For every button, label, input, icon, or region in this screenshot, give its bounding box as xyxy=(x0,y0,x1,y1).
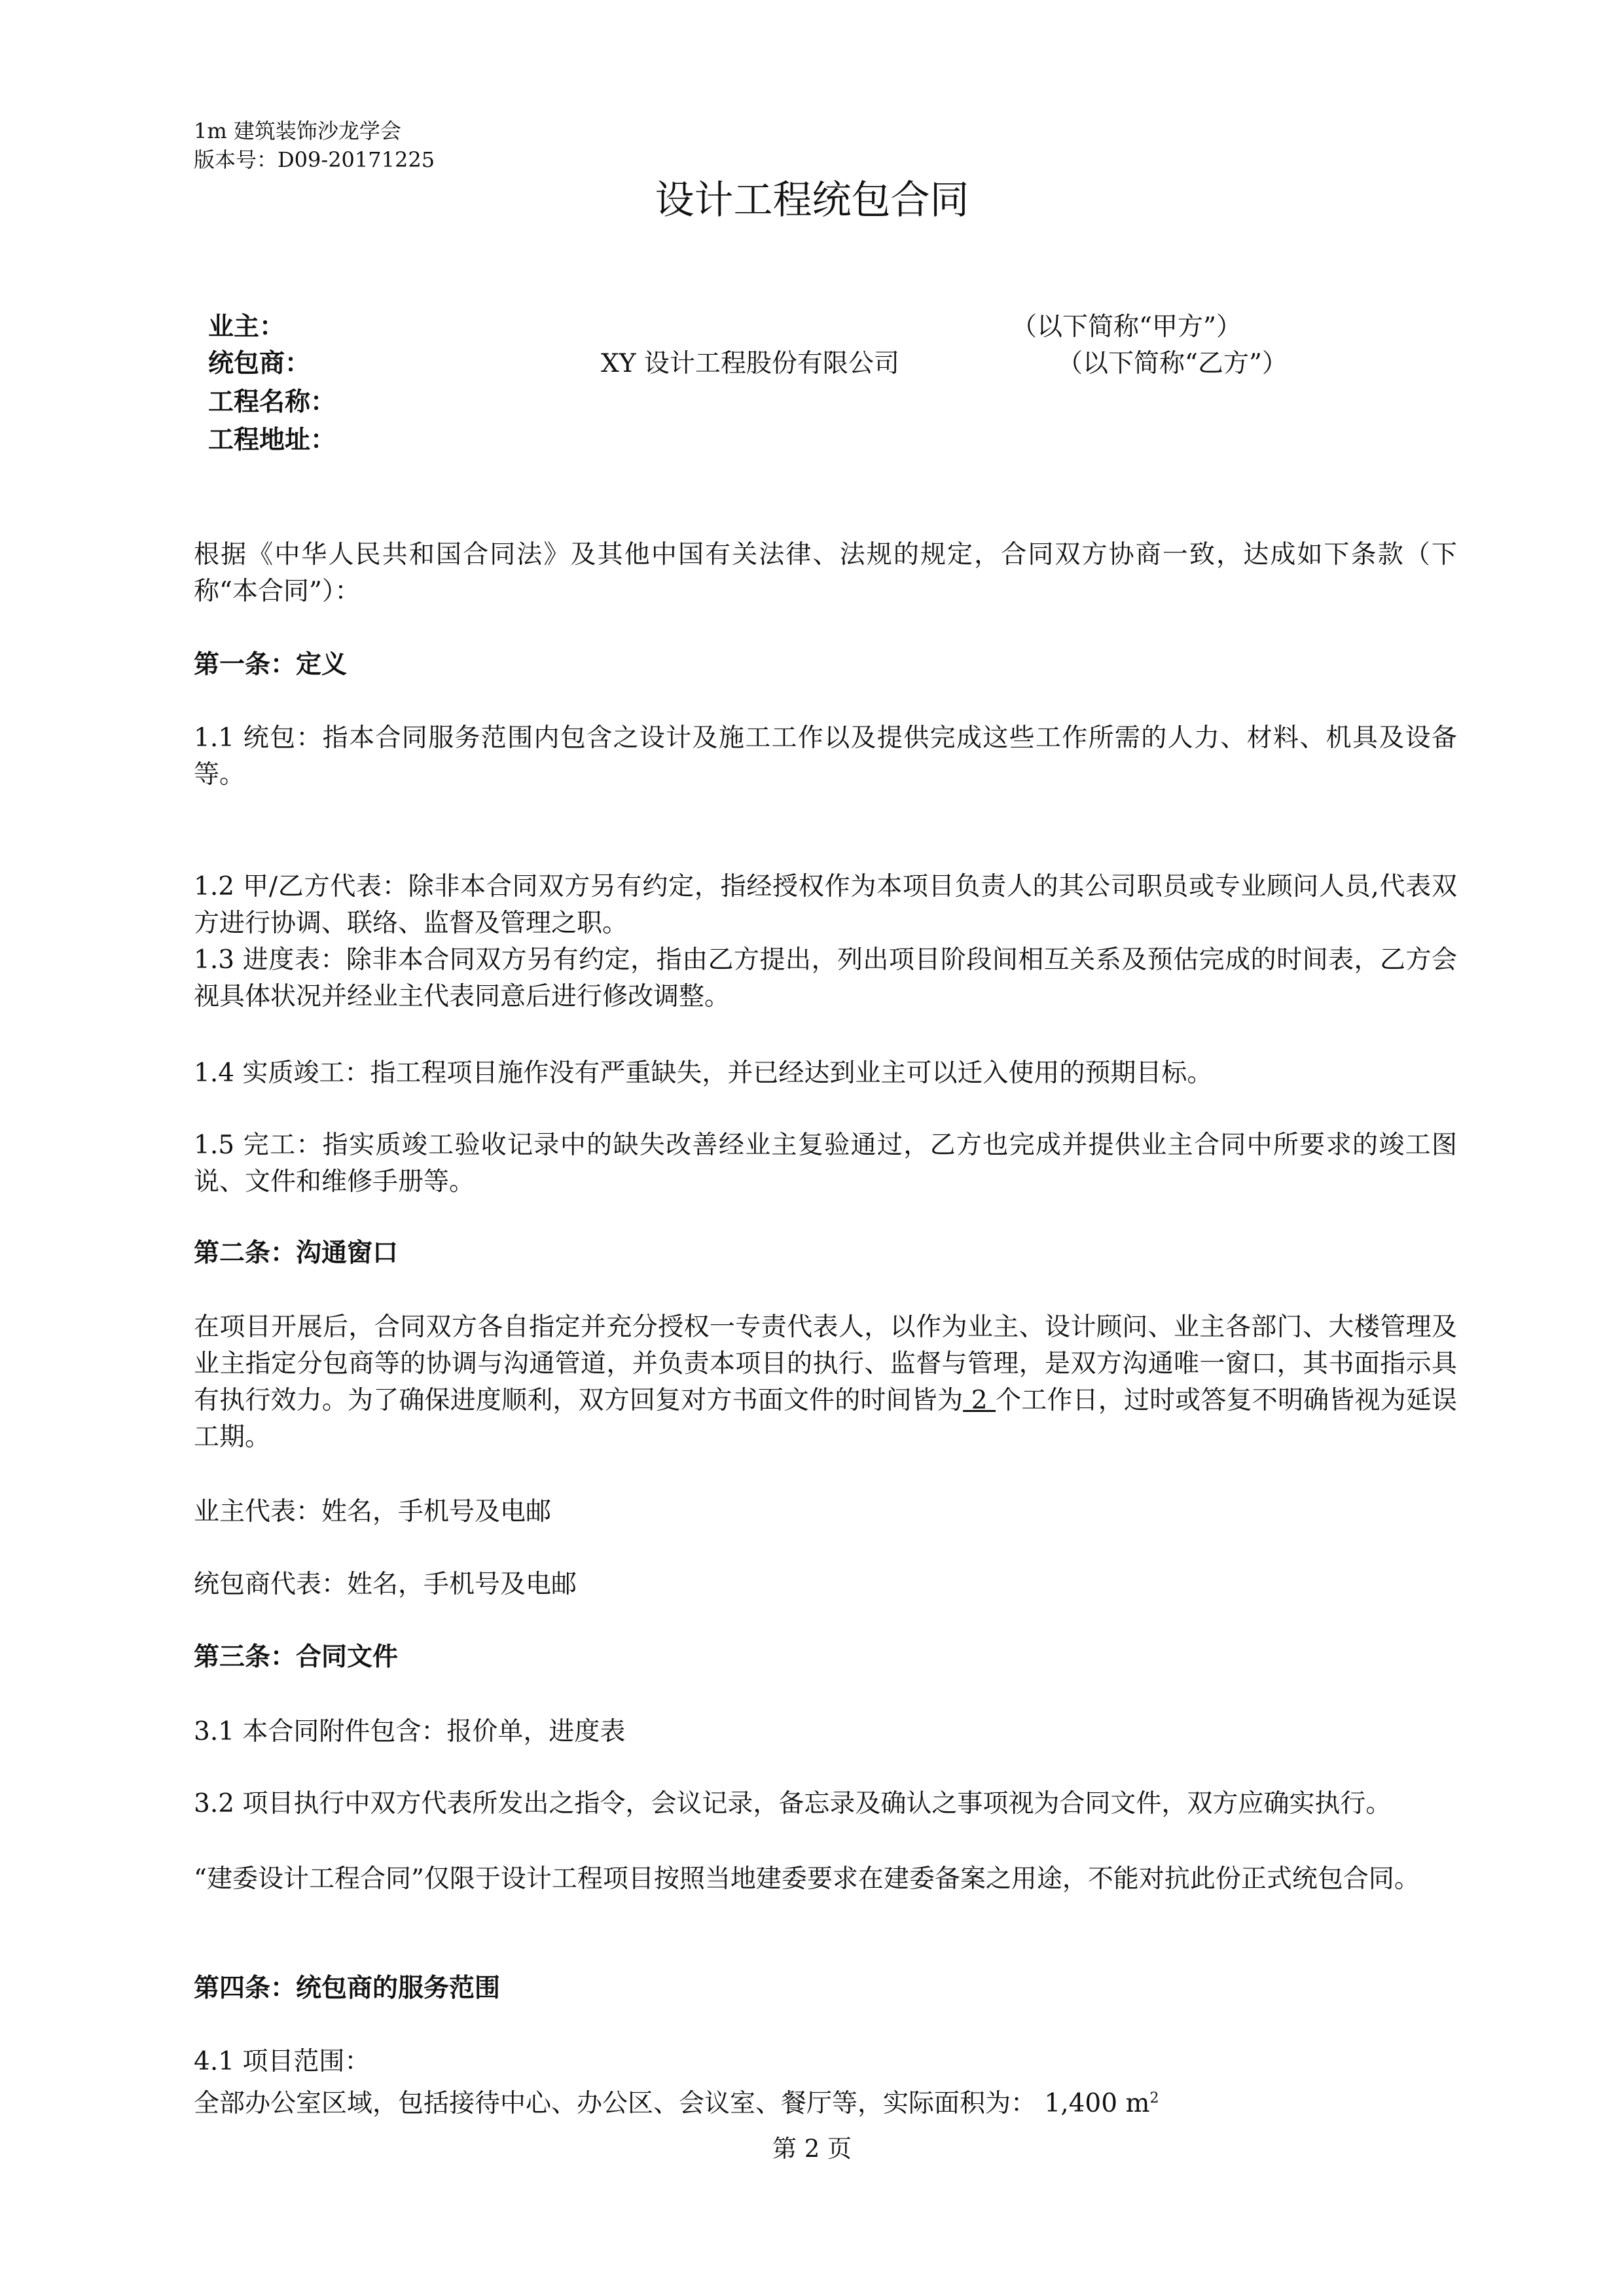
contractor-representative: 统包商代表：姓名，手机号及电邮 xyxy=(194,1570,577,1599)
article1-heading: 第一条：定义 xyxy=(194,650,348,679)
document-title: 设计工程统包合同 xyxy=(655,177,969,223)
owner-alias: （以下简称“甲方”） xyxy=(1011,312,1242,342)
article4-item-1-label: 4.1 项目范围： xyxy=(194,2047,370,2076)
article2-text-after: 个工作日，过时或答复不明确皆视为延误工期。 xyxy=(194,1386,1457,1452)
article1-item-2: 1.2 甲/乙方代表：除非本合同双方另有约定，指经授权作为本项目负责人的其公司职员或专业顾问人员,代表双方进行协调、联络、监督及管理之职。 xyxy=(194,872,1457,938)
article2-paragraph xyxy=(194,1309,1457,1456)
contractor-label: 统包商： xyxy=(208,349,311,378)
scope-text: 全部办公室区域，包括接待中心、办公区、会议室、餐厅等，实际面积为： 1,400 m xyxy=(194,2089,1150,2118)
contractor-alias: （以下简称“乙方”） xyxy=(1057,349,1288,378)
owner-label: 业主： xyxy=(208,312,285,342)
article3-note: “建委设计工程合同”仅限于设计工程项目按照当地建委要求在建委备案之用途，不能对抗此份正式统包合同。 xyxy=(194,1864,1420,1894)
article4-scope xyxy=(194,2080,1457,2122)
article2-heading: 第二条：沟通窗口 xyxy=(194,1238,399,1268)
article1-item-1: 1.1 统包：指本合同服务范围内包含之设计及施工工作以及提供完成这些工作所需的人力、材料、机具及设备等。 xyxy=(194,723,1457,789)
header-version: 版本号：D09-20171225 xyxy=(194,147,435,172)
contractor-name: XY 设计工程股份有限公司 xyxy=(601,349,899,378)
owner-representative: 业主代表：姓名，手机号及电邮 xyxy=(194,1497,552,1527)
response-days: 2 xyxy=(963,1386,996,1415)
article1-item-5: 1.5 完工：指实质竣工验收记录中的缺失改善经业主复验通过，乙方也完成并提供业主合同中所要求的竣工图说、文件和维修手册等。 xyxy=(194,1130,1457,1197)
page-number: 第 2 页 xyxy=(772,2135,852,2163)
article1-item-4: 1.4 实质竣工：指工程项目施作没有严重缺失，并已经达到业主可以迁入使用的预期目标。 xyxy=(194,1058,1213,1088)
article3-item-2: 3.2 项目执行中双方代表所发出之指令，会议记录，备忘录及确认之事项视为合同文件，双方应确实执行。 xyxy=(194,1789,1392,1818)
area-unit-superscript: 2 xyxy=(1149,2090,1159,2106)
article2-text-before: 在项目开展后，合同双方各自指定并充分授权一专责代表人，以作为业主、设计顾问、业主各部门、大楼管理及业主指定分包商等的协调与沟通管道，并负责本项目的执行、监督与管理，是双方沟通唯一窗口，其书面指示具有执行效力。为了确保进度顺利，双方回复对方书面文件的时间皆为 xyxy=(194,1312,1457,1415)
article1-item-3: 1.3 进度表：除非本合同双方另有约定，指由乙方提出，列出项目阶段间相互关系及预估完成的时间表，乙方会视具体状况并经业主代表同意后进行修改调整。 xyxy=(194,945,1457,1011)
intro-paragraph: 根据《中华人民共和国合同法》及其他中国有关法律、法规的规定，合同双方协商一致，达成如下条款（下称“本合同”）： xyxy=(194,540,1457,606)
project-name-label: 工程名称： xyxy=(208,388,336,417)
article3-heading: 第三条：合同文件 xyxy=(194,1642,399,1672)
article3-item-1: 3.1 本合同附件包含：报价单，进度表 xyxy=(194,1717,626,1746)
header-org: 1m 建筑装饰沙龙学会 xyxy=(194,118,401,143)
article4-heading: 第四条：统包商的服务范围 xyxy=(194,1974,501,2003)
project-address-label: 工程地址： xyxy=(208,425,336,455)
